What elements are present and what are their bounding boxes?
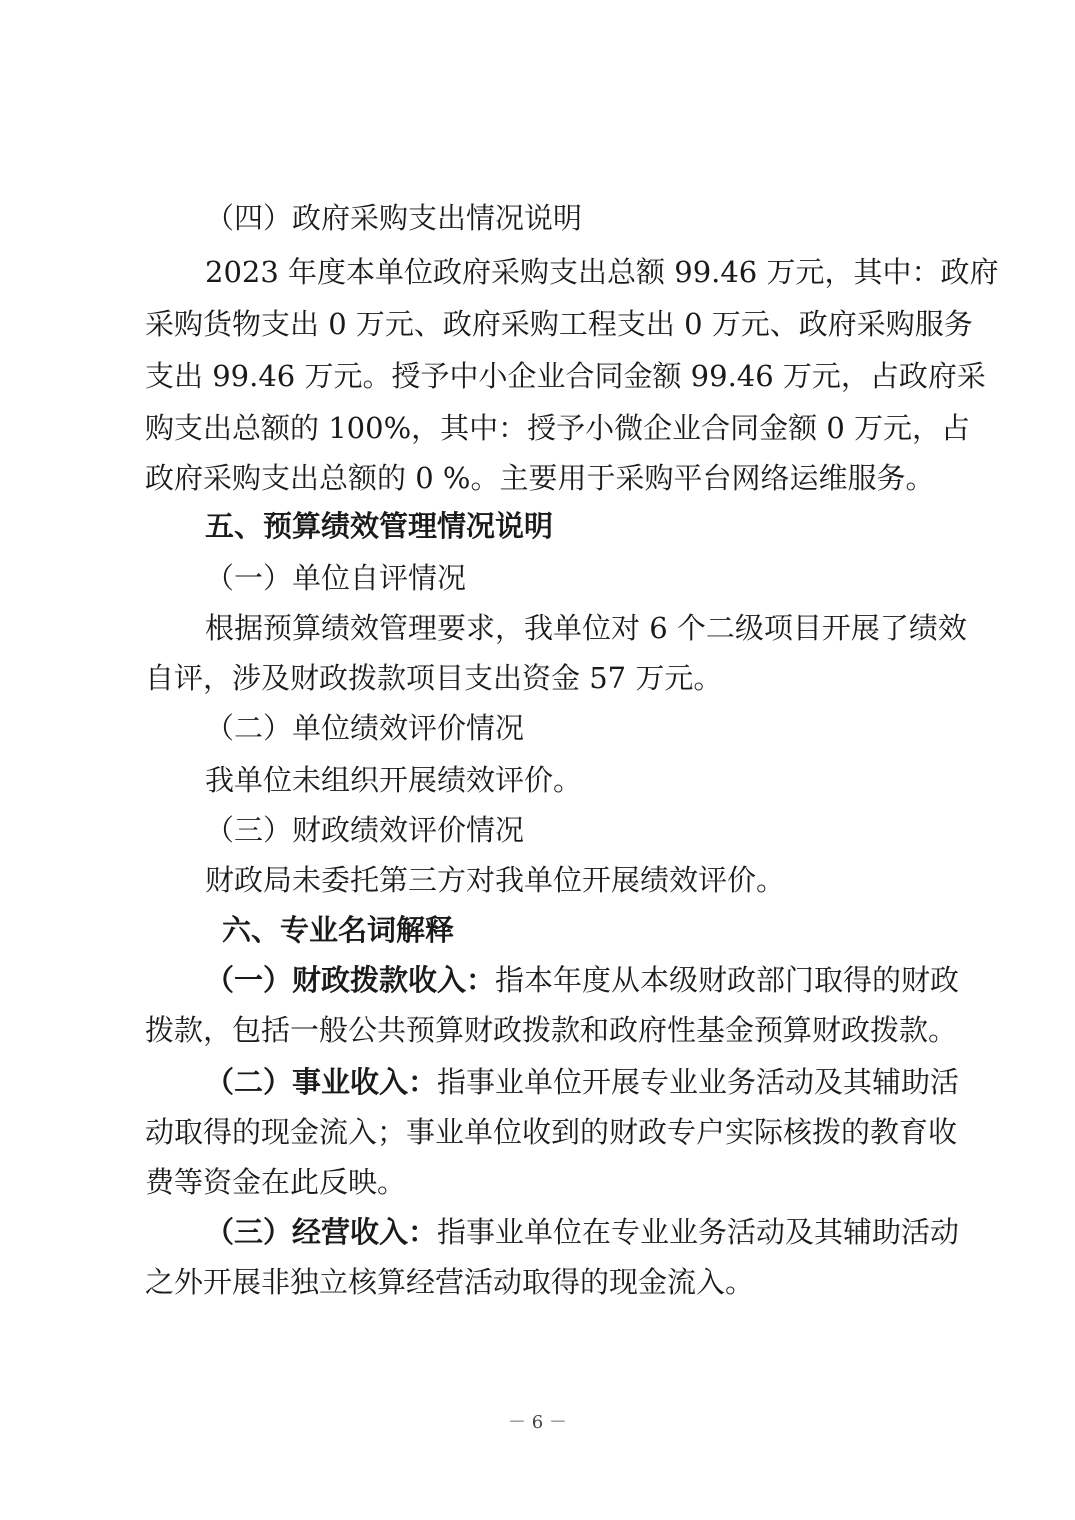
- section-5-3-subheading: （三）财政绩效评价情况: [205, 813, 525, 847]
- paragraph-line: 2023 年度本单位政府采购支出总额 99.46 万元，其中：政府: [205, 255, 999, 289]
- section-4-subheading: （四）政府采购支出情况说明: [205, 201, 583, 235]
- definition-line: [205, 962, 960, 998]
- paragraph-line: 自评，涉及财政拨款项目支出资金 57 万元。: [145, 661, 723, 695]
- definition-text: 指本年度从本级财政部门取得的财政: [495, 963, 960, 997]
- paragraph-line: 之外开展非独立核算经营活动取得的现金流入。: [145, 1265, 755, 1299]
- paragraph-line: 购支出总额的 100%，其中：授予小微企业合同金额 0 万元，占: [145, 411, 971, 445]
- paragraph-line: 支出 99.46 万元。授予中小企业合同金额 99.46 万元，占政府采: [145, 359, 986, 393]
- paragraph-line: 我单位未组织开展绩效评价。: [205, 763, 583, 797]
- definition-line: [205, 1064, 960, 1100]
- section-5-2-subheading: （二）单位绩效评价情况: [205, 711, 525, 745]
- page-number: － 6 －: [508, 1412, 567, 1433]
- definition-term: （二）事业收入：: [205, 1065, 438, 1099]
- paragraph-line: 根据预算绩效管理要求，我单位对 6 个二级项目开展了绩效: [205, 611, 967, 645]
- definition-text: 指事业单位开展专业业务活动及其辅助活: [437, 1065, 960, 1099]
- paragraph-line: 拨款，包括一般公共预算财政拨款和政府性基金预算财政拨款。: [145, 1013, 958, 1047]
- paragraph-line: 政府采购支出总额的 0 %。主要用于采购平台网络运维服务。: [145, 461, 935, 495]
- paragraph-line: 动取得的现金流入；事业单位收到的财政专户实际核拨的教育收: [145, 1115, 958, 1149]
- definition-line: [205, 1214, 960, 1250]
- paragraph-line: 费等资金在此反映。: [145, 1165, 407, 1199]
- section-5-heading: 五、预算绩效管理情况说明: [205, 509, 554, 543]
- definition-term: （三）经营收入：: [205, 1215, 438, 1249]
- definition-text: 指事业单位在专业业务活动及其辅助活动: [437, 1215, 960, 1249]
- definition-term: （一）财政拨款收入：: [205, 963, 496, 997]
- section-6-heading: 六、专业名词解释: [222, 913, 455, 947]
- section-5-1-subheading: （一）单位自评情况: [205, 561, 467, 595]
- paragraph-line: 采购货物支出 0 万元、政府采购工程支出 0 万元、政府采购服务: [145, 307, 973, 341]
- paragraph-line: 财政局未委托第三方对我单位开展绩效评价。: [205, 863, 786, 897]
